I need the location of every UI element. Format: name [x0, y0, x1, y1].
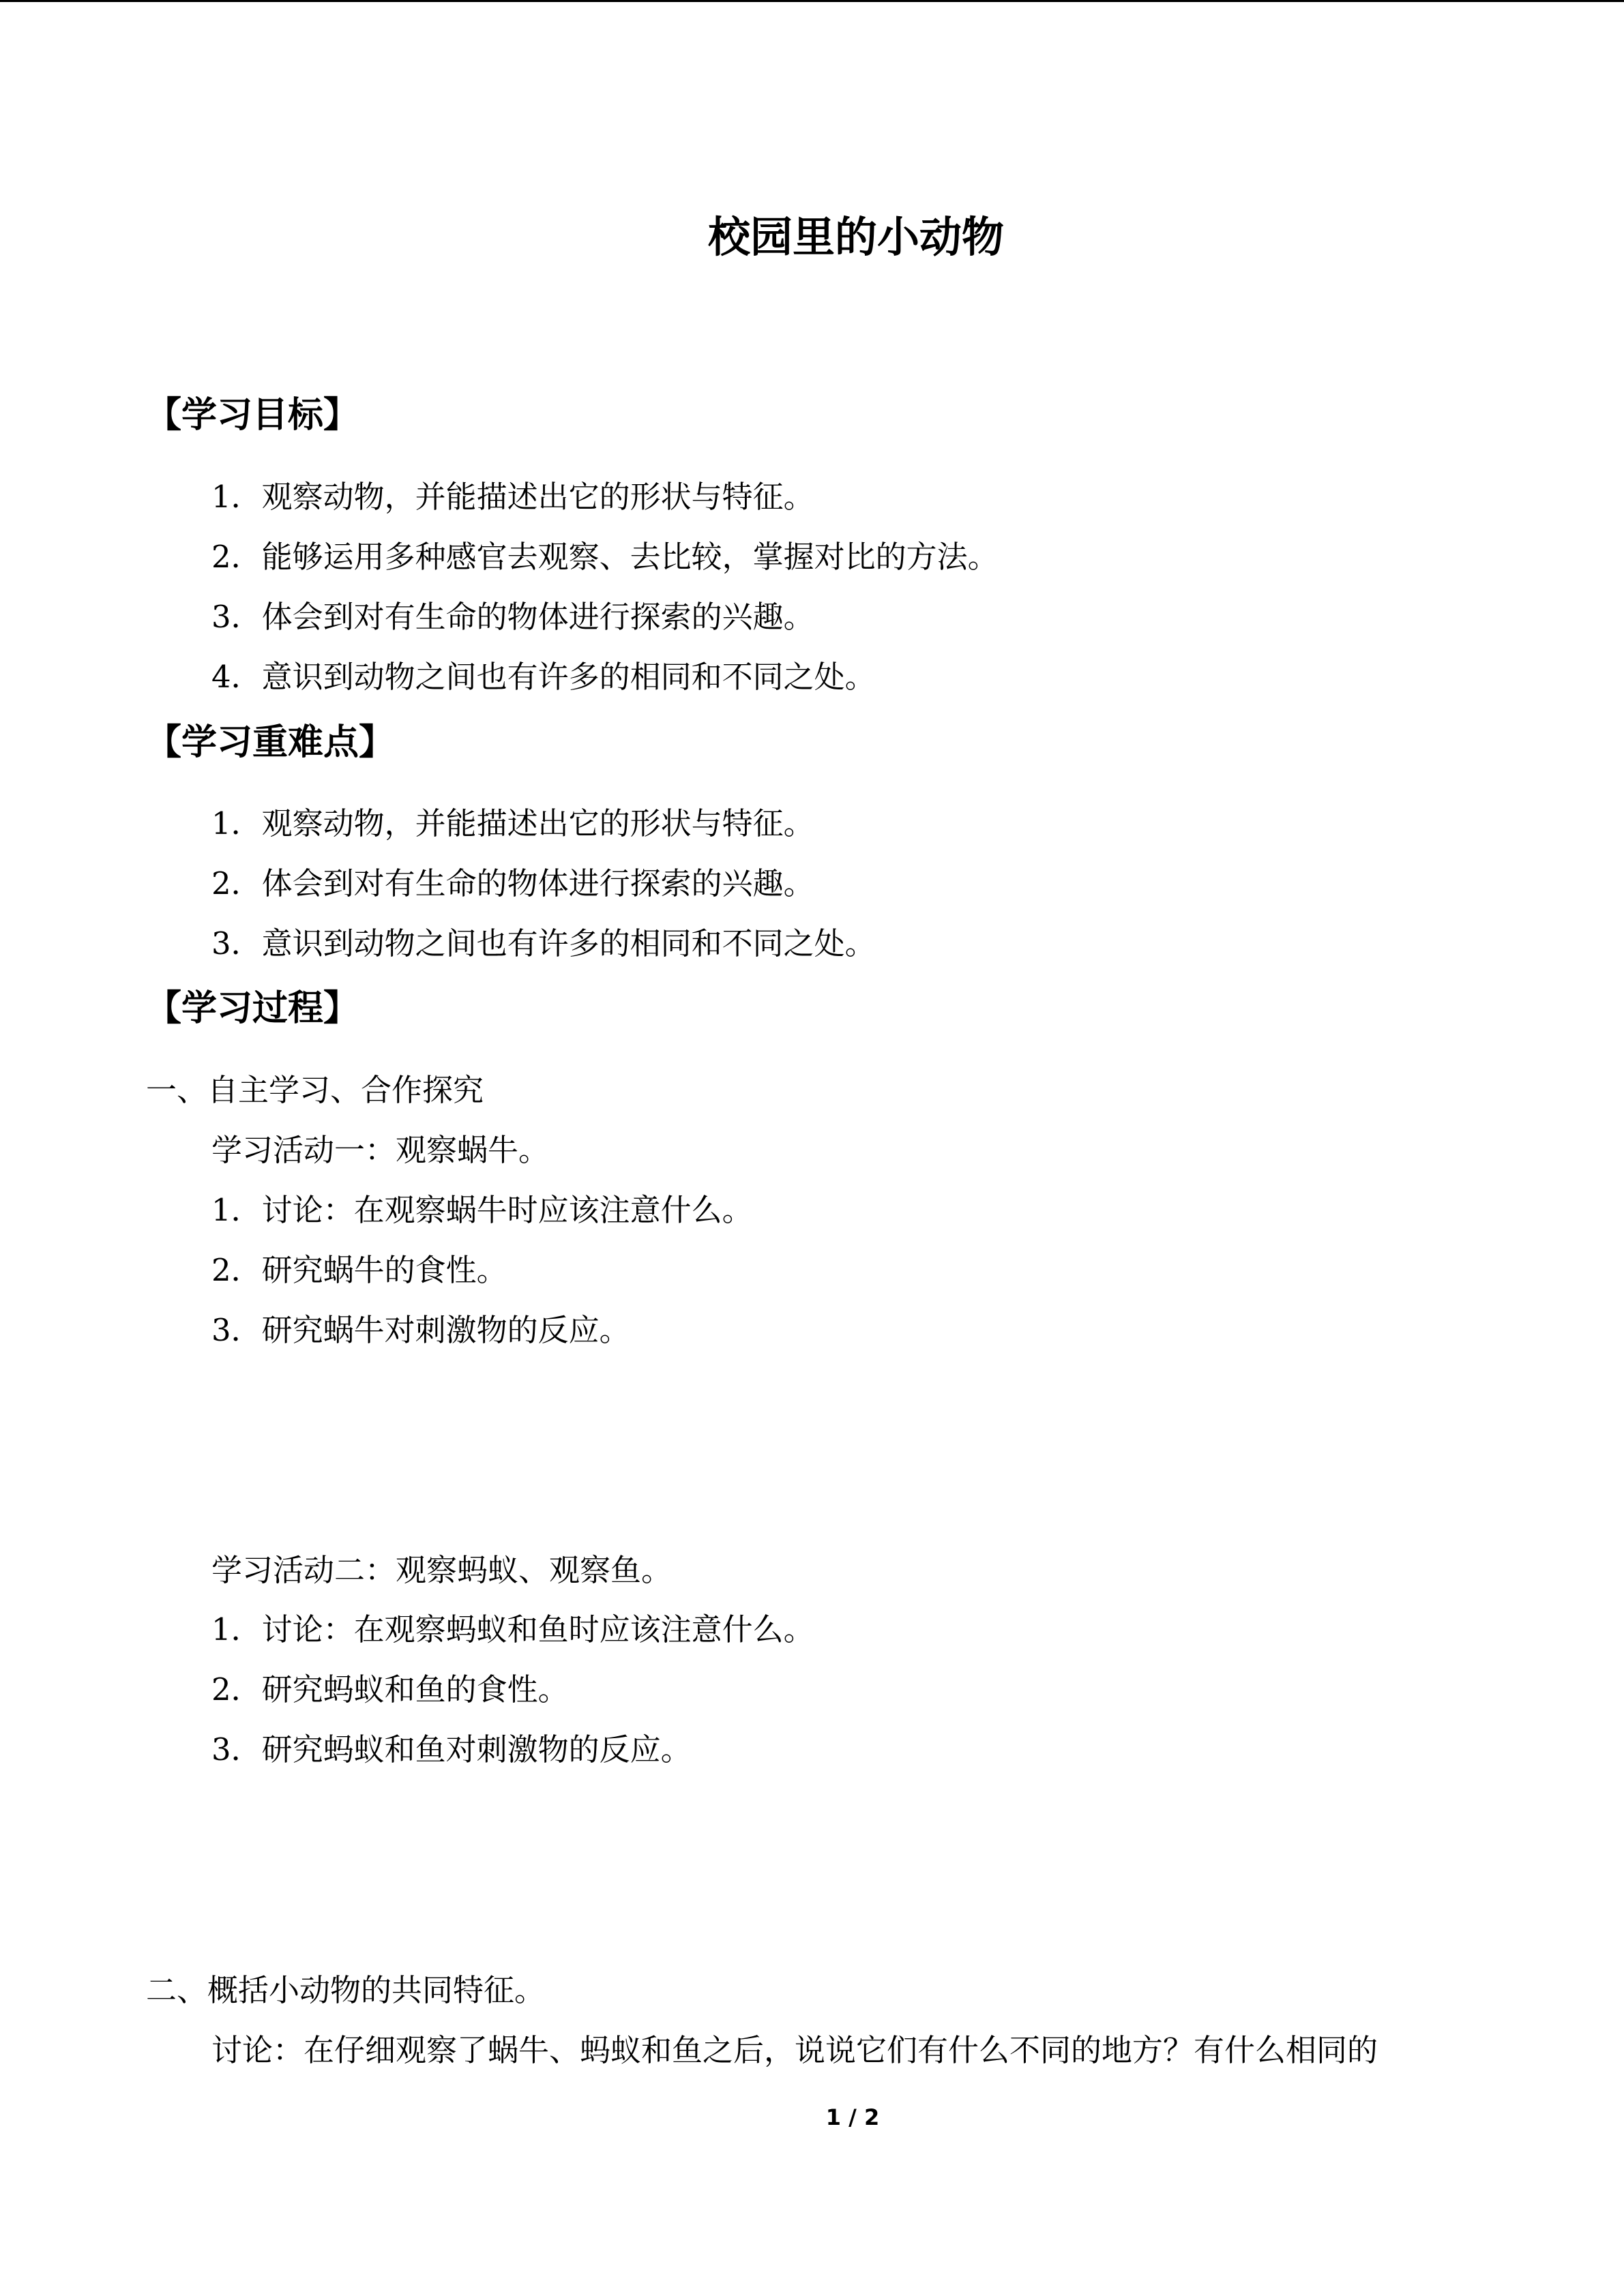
section-heading-key-points: 【学习重难点】 [146, 722, 395, 763]
key-point-item: 3．意识到动物之间也有许多的相同和不同之处。 [211, 925, 876, 961]
part-heading-2: 二、概括小动物的共同特征。 [146, 1972, 546, 2008]
activity-item: 3．研究蜗牛对刺激物的反应。 [211, 1312, 630, 1348]
goal-item: 3．体会到对有生命的物体进行探索的兴趣。 [211, 599, 814, 635]
activity-item: 1．讨论：在观察蜗牛时应该注意什么。 [211, 1192, 753, 1228]
part-heading-1: 一、自主学习、合作探究 [146, 1072, 484, 1108]
section-heading-goals: 【学习目标】 [146, 395, 359, 436]
goal-item: 2．能够运用多种感官去观察、去比较，掌握对比的方法。 [211, 539, 999, 575]
key-point-item: 2．体会到对有生命的物体进行探索的兴趣。 [211, 865, 814, 901]
activity-title-2: 学习活动二：观察蚂蚁、观察鱼。 [211, 1552, 673, 1588]
activity-item: 2．研究蜗牛的食性。 [211, 1252, 507, 1288]
activity-item: 3．研究蚂蚁和鱼对刺激物的反应。 [211, 1731, 692, 1768]
page-title: 校园里的小动物 [707, 212, 1004, 262]
activity-item: 2．研究蚂蚁和鱼的食性。 [211, 1671, 569, 1708]
section-heading-process: 【学习过程】 [146, 988, 359, 1029]
activity-item: 1．讨论：在观察蚂蚁和鱼时应该注意什么。 [211, 1611, 814, 1648]
goal-item: 1．观察动物，并能描述出它的形状与特征。 [211, 479, 814, 515]
page-number: 1 / 2 [825, 2104, 880, 2130]
key-point-item: 1．观察动物，并能描述出它的形状与特征。 [211, 805, 814, 841]
discussion-text: 讨论：在仔细观察了蜗牛、蚂蚁和鱼之后，说说它们有什么不同的地方？有什么相同的 [211, 2032, 1378, 2068]
activity-title-1: 学习活动一：观察蜗牛。 [211, 1132, 550, 1168]
goal-item: 4．意识到动物之间也有许多的相同和不同之处。 [211, 659, 876, 695]
